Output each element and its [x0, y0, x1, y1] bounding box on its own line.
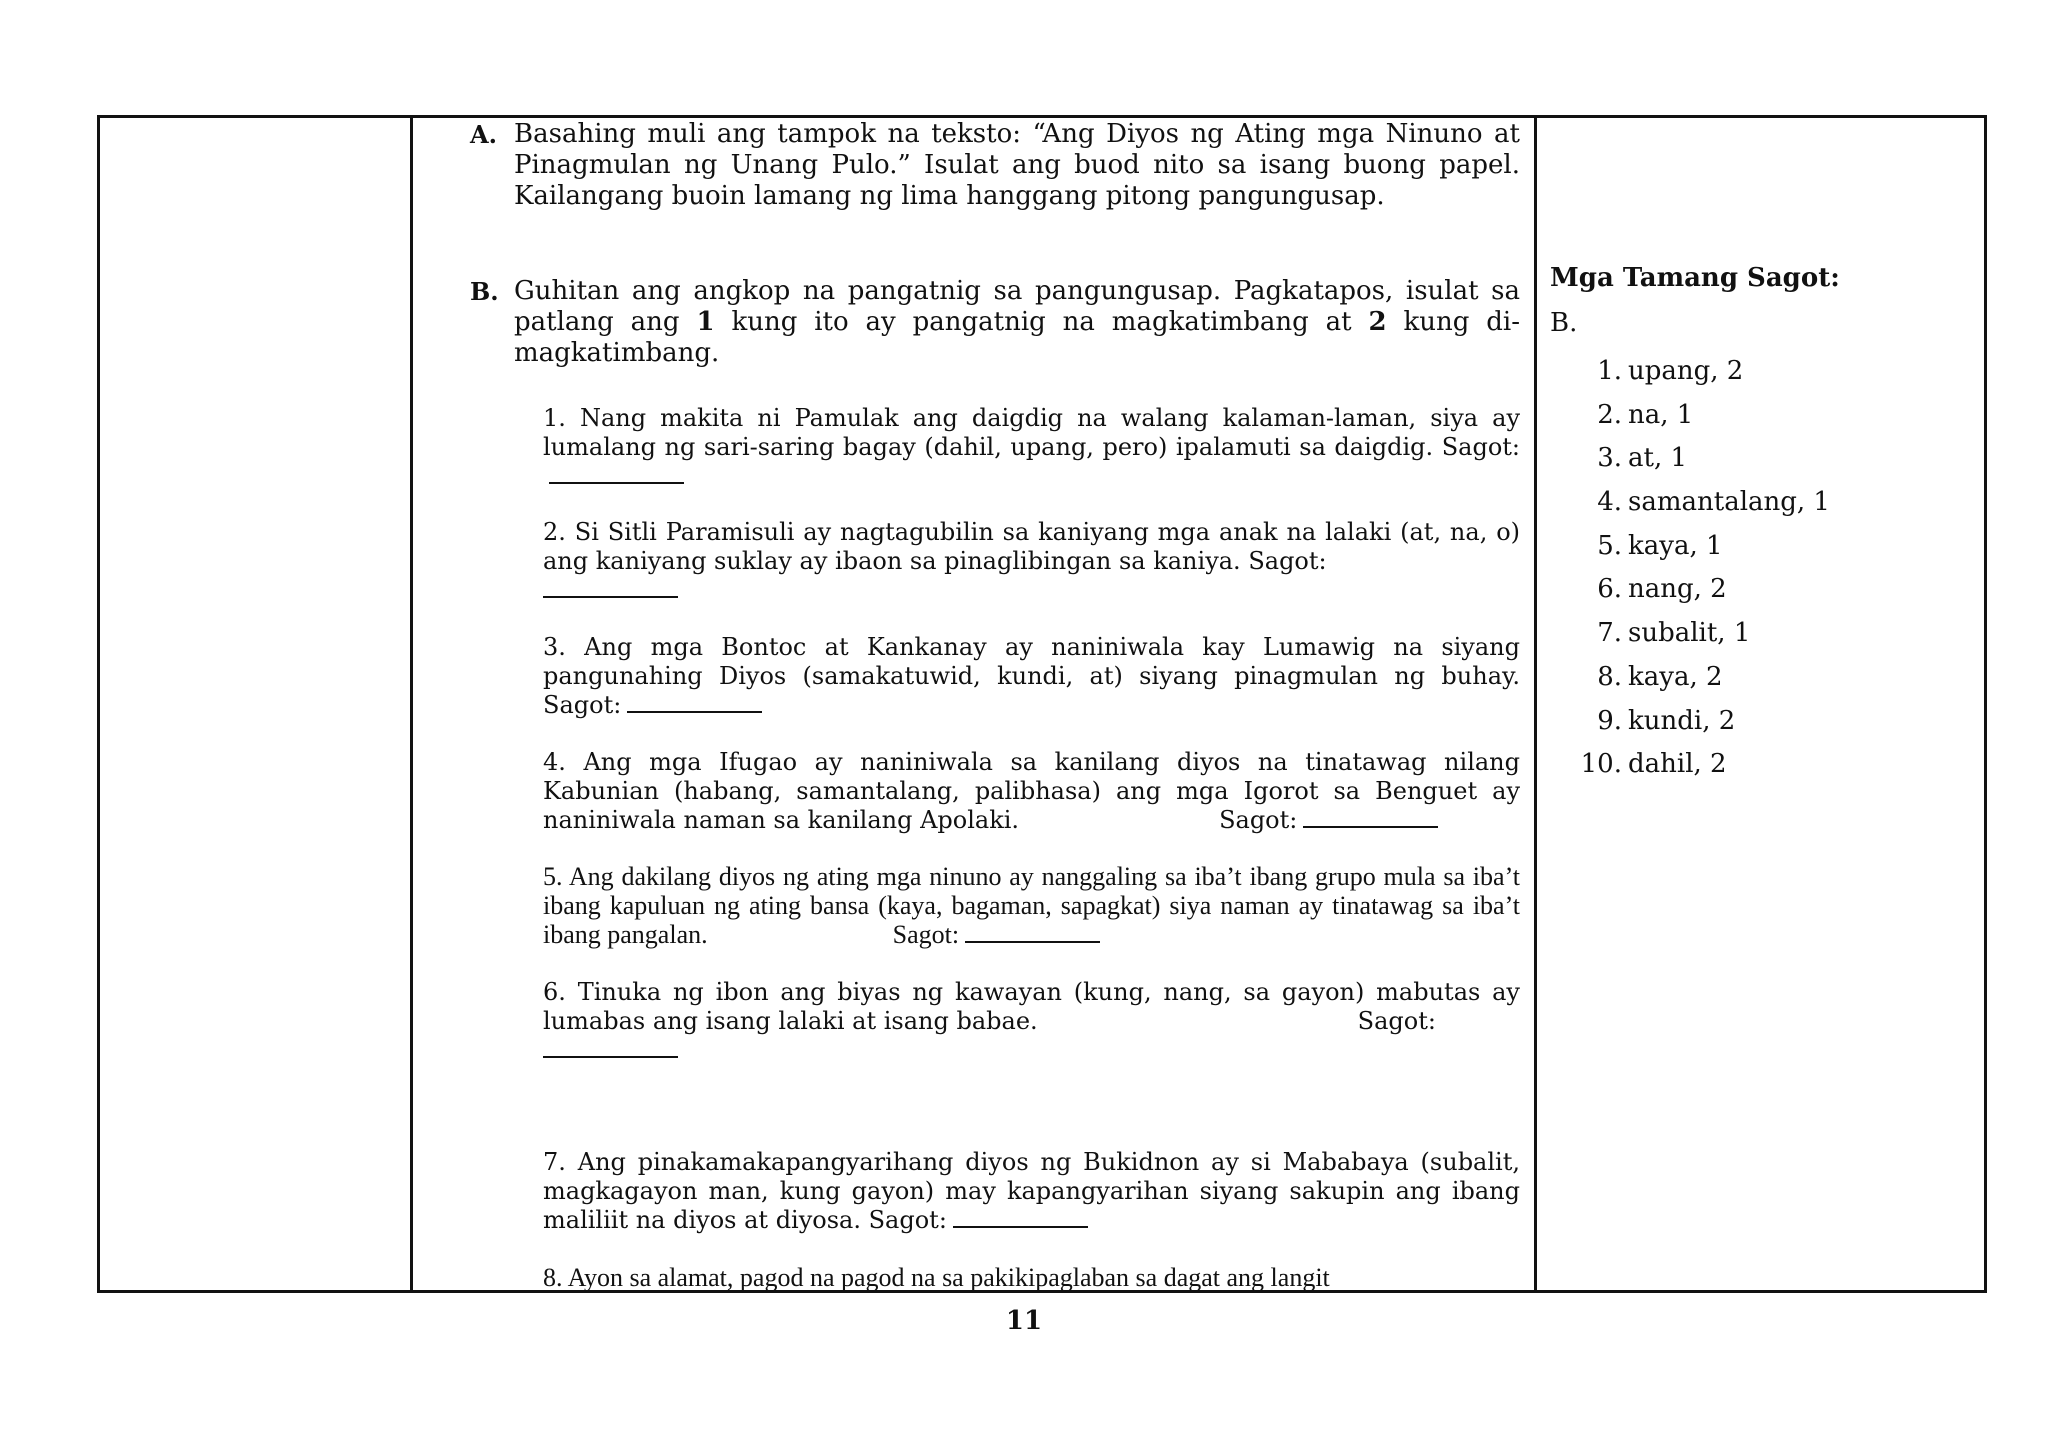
column-divider-left	[410, 118, 413, 1290]
question-item-6: 6. Tinuka ng ibon ang biyas ng kawayan (kung, nang, sa gayon) mabutas ay lumabas ang isang lalaki at isang babae. Sagot:	[543, 978, 1520, 1065]
question-item-7: 7. Ang pinakamakapangyarihang diyos ng Bukidnon ay si Mababaya (subalit, magkagayon man, kung gayon) may kapangyarihan siyang sakupin ang ibang maliliit na diyos at diyosa. Sagot:	[543, 1148, 1520, 1234]
answer-key-section: B.	[1550, 308, 1578, 338]
page-number: 11	[1005, 1306, 1043, 1336]
section-a-text: Basahing muli ang tampok na teksto: “Ang Diyos ng Ating mga Ninuno at Pinagmulan ng Unang Pulo.” Isulat ang buod nito sa isang buong papel. Kailangang buoin lamang ng lima hanggang pitong pangungusap.	[514, 119, 1520, 211]
answer-key-item: 5. kaya, 1	[1597, 530, 1723, 561]
question-item-8: 8. Ayon sa alamat, pagod na pagod na sa pakikipaglaban sa dagat ang langit	[543, 1263, 1330, 1292]
answer-blank[interactable]	[543, 1055, 678, 1058]
question-item-1: 1. Nang makita ni Pamulak ang daigdig na walang kalaman-laman, siya ay lumalang ng sari-saring bagay (dahil, upang, pero) ipalamuti sa daigdig. Sagot:	[543, 404, 1520, 491]
answer-key-item: 9. kundi, 2	[1597, 705, 1736, 736]
answer-key-item: 7. subalit, 1	[1597, 618, 1751, 649]
answer-key-item: 8. kaya, 2	[1597, 661, 1723, 692]
section-b-label: B.	[470, 277, 499, 306]
section-b-text: Guhitan ang angkop na pangatnig sa pangungusap. Pagkatapos, isulat sa patlang ang 1 kung ito ay pangatnig na magkatimbang at 2 kung di-magkatimbang.	[514, 276, 1521, 368]
answer-key-item: 6. nang, 2	[1597, 574, 1727, 605]
column-divider-right	[1534, 118, 1537, 1290]
answer-key-item: 3. at, 1	[1597, 443, 1688, 474]
answer-blank[interactable]	[965, 940, 1100, 943]
answer-blank[interactable]	[627, 710, 762, 713]
answer-blank[interactable]	[953, 1225, 1088, 1228]
answer-key-item: 10. dahil, 2	[1580, 749, 1727, 780]
question-item-3: 3. Ang mga Bontoc at Kankanay ay naniniwala kay Lumawig na siyang pangunahing Diyos (samakatuwid, kundi, at) siyang pinagmulan ng buhay. Sagot:	[543, 633, 1520, 719]
answer-blank[interactable]	[1303, 825, 1438, 828]
section-a-label: A.	[470, 120, 497, 149]
question-item-5: 5. Ang dakilang diyos ng ating mga ninuno ay nanggaling sa iba’t ibang grupo mula sa iba’t ibang kapuluan ng ating bansa (kaya, bagaman, sapagkat) siya naman ay tinatawag sa iba’t ibang pangalan. Sagot:	[543, 862, 1520, 949]
answer-key-title: Mga Tamang Sagot:	[1550, 263, 1840, 293]
answer-key-list	[1580, 350, 1830, 787]
answer-key-item: 2. na, 1	[1597, 399, 1694, 430]
answer-blank[interactable]	[549, 481, 684, 484]
answer-key-item: 4. samantalang, 1	[1597, 487, 1830, 518]
lesson-table	[97, 115, 1987, 1293]
question-item-4: 4. Ang mga Ifugao ay naniniwala sa kanilang diyos na tinatawag nilang Kabunian (habang, samantalang, palibhasa) ang mga Igorot sa Benguet ay naniniwala naman sa kanilang Apolaki. Sagot:	[543, 748, 1520, 834]
section-b	[470, 276, 1520, 369]
question-item-2: 2. Si Sitli Paramisuli ay nagtagubilin sa kaniyang mga anak na lalaki (at, na, o) ang kaniyang suklay ay ibaon sa pinaglibingan sa kaniya. Sagot:	[543, 518, 1520, 605]
answer-key-item: 1. upang, 2	[1597, 356, 1744, 386]
section-a	[470, 119, 1520, 212]
answer-blank[interactable]	[543, 595, 678, 598]
